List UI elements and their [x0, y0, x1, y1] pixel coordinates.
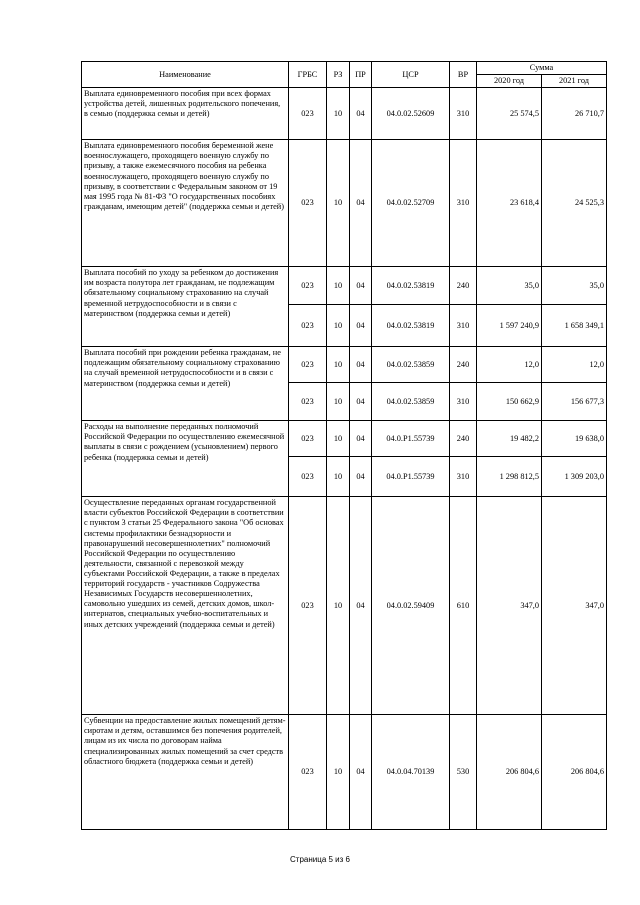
cell-2020: 19 482,2	[477, 421, 542, 457]
header-grbs: ГРБС	[289, 62, 327, 88]
cell-pr: 04	[350, 88, 372, 140]
table-row	[82, 88, 607, 140]
cell-grbs: 023	[289, 383, 327, 421]
cell-rz: 10	[327, 497, 350, 715]
cell-rz: 10	[327, 140, 350, 267]
cell-grbs: 023	[289, 347, 327, 383]
row-name: Расходы на выполнение переданных полномочий Российской Федерации по осуществлению ежемесячной выплаты в связи с рождением (усыновлением) первого ребенка (поддержка семьи и детей)	[82, 421, 289, 497]
cell-rz: 10	[327, 457, 350, 497]
cell-grbs: 023	[289, 88, 327, 140]
cell-vr: 240	[450, 267, 477, 305]
cell-grbs: 023	[289, 715, 327, 830]
cell-pr: 04	[350, 457, 372, 497]
cell-vr: 310	[450, 383, 477, 421]
cell-pr: 04	[350, 383, 372, 421]
cell-rz: 10	[327, 267, 350, 305]
cell-vr: 310	[450, 140, 477, 267]
cell-grbs: 023	[289, 305, 327, 347]
cell-2020: 1 597 240,9	[477, 305, 542, 347]
table-row	[82, 347, 607, 383]
header-pr: ПР	[350, 62, 372, 88]
cell-pr: 04	[350, 715, 372, 830]
cell-rz: 10	[327, 715, 350, 830]
page-number: Страница 5 из 6	[290, 855, 350, 864]
table-row	[82, 421, 607, 457]
cell-vr: 310	[450, 88, 477, 140]
cell-2020: 35,0	[477, 267, 542, 305]
cell-grbs: 023	[289, 267, 327, 305]
row-name: Осуществление переданных органам государственной власти субъектов Российской Федерации в соответствии с пунктом 3 статьи 25 Федерального закона "Об основах системы профилактики безнадзорности и правонарушений несовершеннолетних" полномочий Российской Федерации по осуществлению деятельности, связанной с перевозкой между субъектами Российской Федерации, а также в пределах территорий государств - участников Содружества Независимых Государств несовершеннолетних, самовольно ушедших из семей, детских домов, школ-интернатов, специальных учебно-воспитательных и иных детских учреждений (поддержка семьи и детей)	[82, 497, 289, 715]
cell-2020: 12,0	[477, 347, 542, 383]
cell-2020: 1 298 812,5	[477, 457, 542, 497]
cell-grbs: 023	[289, 421, 327, 457]
cell-2021: 24 525,3	[542, 140, 607, 267]
cell-2021: 156 677,3	[542, 383, 607, 421]
cell-grbs: 023	[289, 497, 327, 715]
cell-pr: 04	[350, 421, 372, 457]
cell-2021: 1 309 203,0	[542, 457, 607, 497]
cell-vr: 310	[450, 457, 477, 497]
cell-vr: 610	[450, 497, 477, 715]
cell-pr: 04	[350, 267, 372, 305]
cell-2020: 206 804,6	[477, 715, 542, 830]
cell-pr: 04	[350, 305, 372, 347]
cell-2020: 347,0	[477, 497, 542, 715]
cell-rz: 10	[327, 347, 350, 383]
header-name: Наименование	[82, 62, 289, 88]
cell-2021: 12,0	[542, 347, 607, 383]
cell-csr: 04.0.02.53819	[372, 267, 450, 305]
cell-2021: 19 638,0	[542, 421, 607, 457]
row-name: Выплата единовременного пособия беременной жене военнослужащего, проходящего военную службу по призыву, а также ежемесячного пособия на ребенка военнослужащего, проходящего военную службу по призыву, в соответствии с Федеральным законом от 19 мая 1995 года № 81-ФЗ "О государственных пособиях гражданам, имеющим детей" (поддержка семьи и детей)	[82, 140, 289, 267]
row-name: Субвенции на предоставление жилых помещений детям-сиротам и детям, оставшимся без попечения родителей, лицам из их числа по договорам найма специализированных жилых помещений за счет средств областного бюджета (поддержка семьи и детей)	[82, 715, 289, 830]
cell-csr: 04.0.02.52709	[372, 140, 450, 267]
cell-2021: 1 658 349,1	[542, 305, 607, 347]
cell-2021: 26 710,7	[542, 88, 607, 140]
cell-vr: 240	[450, 421, 477, 457]
row-name: Выплата пособий при рождении ребенка гражданам, не подлежащим обязательному социальному страхованию на случай временной нетрудоспособности и в связи с материнством (поддержка семьи и детей)	[82, 347, 289, 421]
header-year-2021: 2021 год	[542, 75, 607, 88]
cell-csr: 04.0.Р1.55739	[372, 421, 450, 457]
cell-2021: 206 804,6	[542, 715, 607, 830]
cell-rz: 10	[327, 421, 350, 457]
cell-2020: 25 574,5	[477, 88, 542, 140]
cell-csr: 04.0.02.59409	[372, 497, 450, 715]
cell-grbs: 023	[289, 457, 327, 497]
row-name: Выплата пособий по уходу за ребенком до достижения им возраста полутора лет гражданам, не подлежащим обязательному социальному страхованию на случай временной нетрудоспособности и в связи с материнством (поддержка семьи и детей)	[82, 267, 289, 347]
table-row	[82, 140, 607, 267]
header-year-2020: 2020 год	[477, 75, 542, 88]
row-name: Выплата единовременного пособия при всех формах устройства детей, лишенных родительского попечения, в семью (поддержка семьи и детей)	[82, 88, 289, 140]
cell-2020: 150 662,9	[477, 383, 542, 421]
header-rz: РЗ	[327, 62, 350, 88]
cell-csr: 04.0.02.53819	[372, 305, 450, 347]
header-vr: ВР	[450, 62, 477, 88]
cell-rz: 10	[327, 305, 350, 347]
cell-2021: 35,0	[542, 267, 607, 305]
cell-pr: 04	[350, 497, 372, 715]
table-row	[82, 267, 607, 305]
cell-csr: 04.0.02.53859	[372, 383, 450, 421]
cell-vr: 530	[450, 715, 477, 830]
cell-csr: 04.0.02.53859	[372, 347, 450, 383]
cell-vr: 240	[450, 347, 477, 383]
budget-table	[81, 61, 607, 830]
cell-csr: 04.0.02.52609	[372, 88, 450, 140]
cell-vr: 310	[450, 305, 477, 347]
table-row	[82, 497, 607, 715]
cell-rz: 10	[327, 383, 350, 421]
cell-pr: 04	[350, 347, 372, 383]
cell-csr: 04.0.Р1.55739	[372, 457, 450, 497]
cell-2021: 347,0	[542, 497, 607, 715]
cell-csr: 04.0.04.70139	[372, 715, 450, 830]
cell-2020: 23 618,4	[477, 140, 542, 267]
cell-pr: 04	[350, 140, 372, 267]
header-csr: ЦСР	[372, 62, 450, 88]
cell-rz: 10	[327, 88, 350, 140]
cell-grbs: 023	[289, 140, 327, 267]
header-sum: Сумма	[477, 62, 607, 75]
table-row	[82, 715, 607, 830]
